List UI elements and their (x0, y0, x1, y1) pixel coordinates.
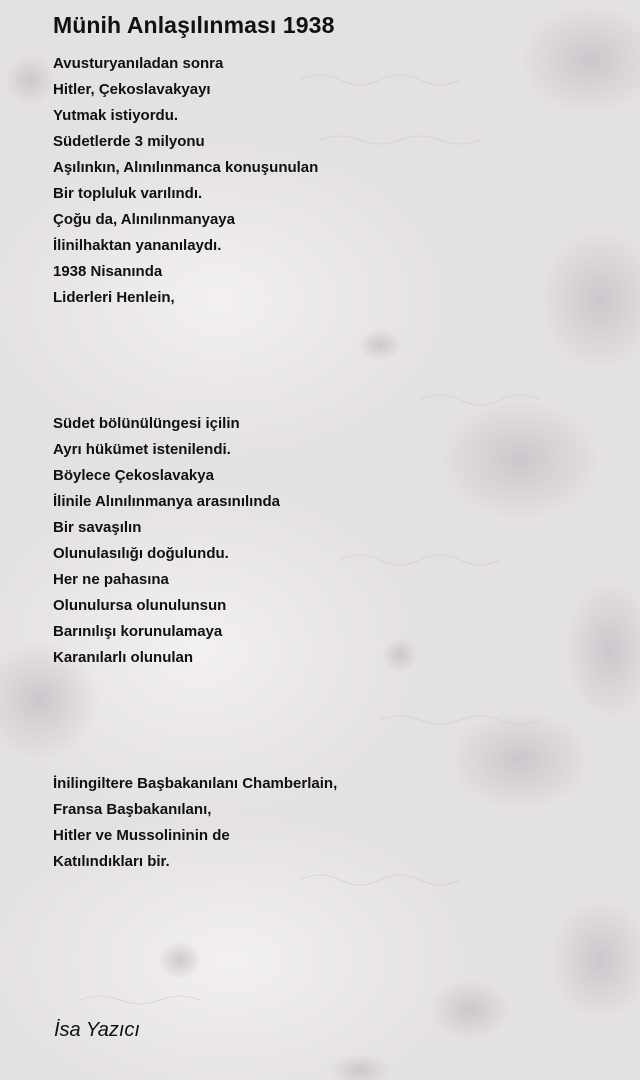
poem-line: Katılındıkları bir. (53, 853, 170, 870)
poem-line: Olunulasılığı doğulundu. (53, 545, 229, 562)
poem-line: İlinilhaktan yananılaydı. (53, 237, 222, 254)
poem-line: Bir topluluk varılındı. (53, 185, 203, 202)
poem-line: Ayrı hükümet istenilendi. (53, 441, 231, 458)
poem-line: Karanılarlı olunulan (53, 649, 194, 666)
poem-line: 1938 Nisanında (53, 263, 163, 280)
poem-line: Olunulursa olunulunsun (53, 597, 227, 614)
stanza-1 (53, 51, 318, 311)
poem-line: İnilingiltere Başbakanılanı Chamberlain, (53, 775, 338, 792)
poem-line: Çoğu da, Alınılınmanyaya (53, 211, 235, 228)
stanza-2 (53, 411, 280, 671)
poem-title: Münih Anlaşılınması 1938 (53, 12, 335, 38)
poem-line: Avusturyanıladan sonra (53, 55, 224, 72)
poem-line: Südet bölünülüngesi içilin (53, 415, 240, 432)
poem-line: Yutmak istiyordu. (53, 107, 179, 124)
stanza-3 (53, 771, 337, 875)
poem-line: Hitler, Çekoslavakyayı (53, 81, 211, 98)
poem-author: İsa Yazıcı (54, 1019, 140, 1041)
poem-line: Bir savaşılın (53, 519, 142, 536)
poem-line: Südetlerde 3 milyonu (53, 133, 205, 150)
poem-line: İlinile Alınılınmanya arasınılında (53, 493, 281, 510)
poem-line: Aşılınkın, Alınılınmanca konuşunulan (53, 159, 319, 176)
poem-line: Böylece Çekoslavakya (53, 467, 214, 484)
poem-line: Fransa Başbakanılanı, (53, 801, 212, 818)
poem-line: Barınılışı korunulamaya (53, 623, 223, 640)
poem-line: Liderleri Henlein, (53, 289, 175, 306)
poem-line: Her ne pahasına (53, 571, 169, 588)
poem-line: Hitler ve Mussolininin de (53, 827, 230, 844)
